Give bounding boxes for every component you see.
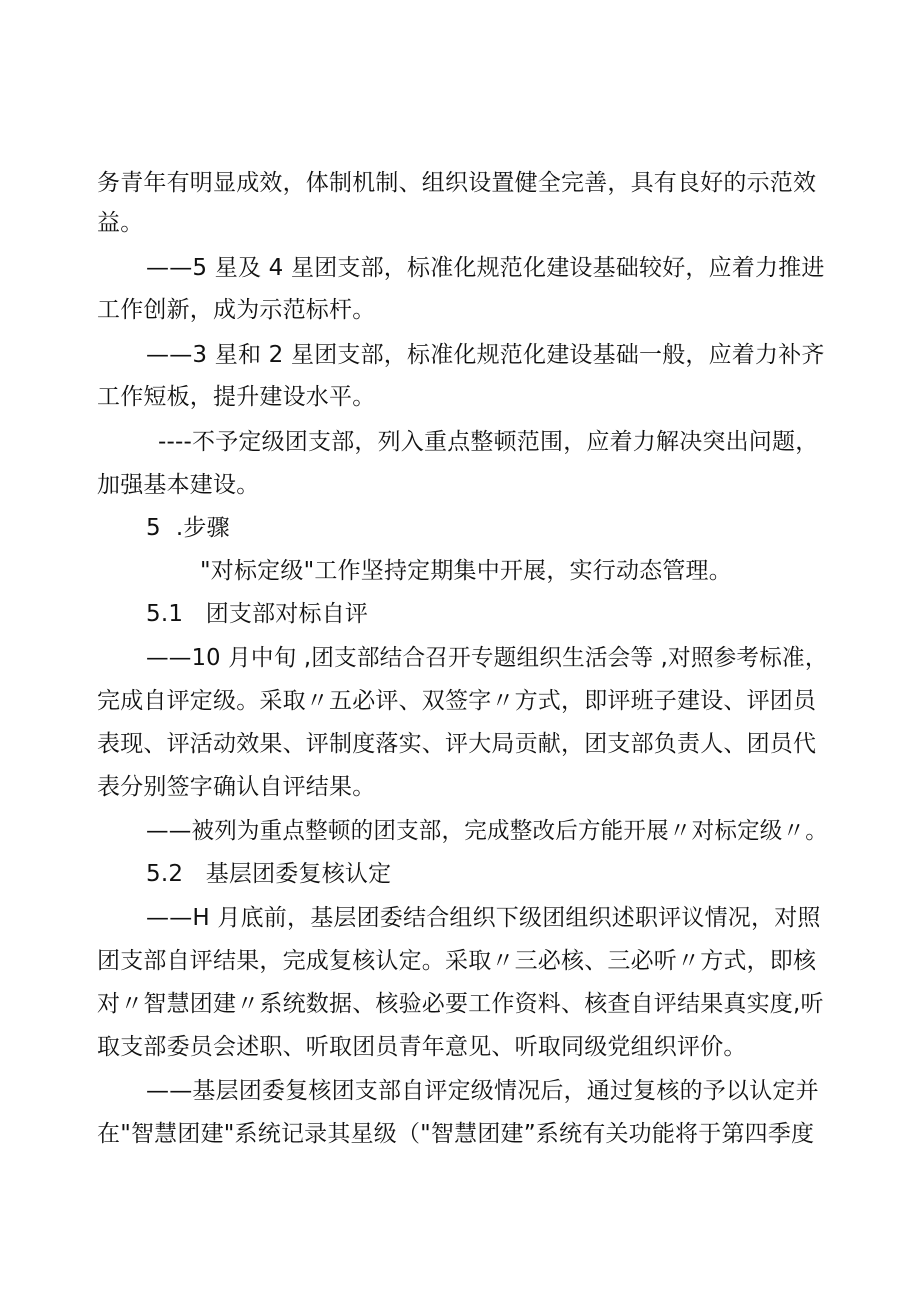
text-line-21: 取支部委员会述职、听取团员青年意见、听取同级党组织评价。 bbox=[97, 1034, 747, 1060]
text-line-4: 工作创新，成为示范标杆。 bbox=[97, 297, 376, 323]
text-line-2: 益。 bbox=[97, 210, 144, 236]
text-line-1: 务青年有明显成效，体制机制、组织设置健全完善，具有良好的示范效 bbox=[97, 170, 817, 196]
text-line-3: ——5 星及 4 星团支部，标准化规范化建设基础较好，应着力推进 bbox=[146, 255, 825, 281]
text-line-16: ——被列为重点整顿的团支部，完成整改后方能开展〃对标定级〃。 bbox=[146, 818, 829, 844]
text-line-18: ——H 月底前，基层团委结合组织下级团组织述职评议情况，对照 bbox=[146, 905, 821, 931]
text-line-19: 团支部自评结果，完成复核认定。采取〃三必核、三必听〃方式，即核 bbox=[97, 948, 817, 974]
text-line-7: ----不予定级团支部，列入重点整顿范围，应着力解决突出问题， bbox=[158, 429, 819, 455]
text-line-8: 加强基本建设。 bbox=[97, 472, 260, 498]
text-line-6: 工作短板，提升建设水平。 bbox=[97, 384, 376, 410]
section-heading-5-1: 5.1 团支部对标自评 bbox=[146, 601, 369, 627]
section-heading-5: 5 .步骤 bbox=[146, 515, 230, 541]
text-line-23: 在"智慧团建"系统记录其星级（"智慧团建”系统有关功能将于第四季度 bbox=[97, 1121, 815, 1147]
text-line-12: ——10 月中旬 ,团支部结合召开专题组织生活会等 ,对照参考标准， bbox=[146, 645, 828, 671]
text-line-15: 表分别签字确认自评结果。 bbox=[97, 774, 376, 800]
text-line-22: ——基层团委复核团支部自评定级情况后，通过复核的予以认定并 bbox=[146, 1078, 819, 1104]
text-line-14: 表现、评活动效果、评制度落实、评大局贡献，团支部负责人、团员代 bbox=[97, 731, 817, 757]
text-line-20: 对〃智慧团建〃系统数据、核验必要工作资料、核查自评结果真实度,听 bbox=[97, 991, 824, 1017]
section-heading-5-2: 5.2 基层团委复核认定 bbox=[146, 861, 392, 887]
text-line-13: 完成自评定级。采取〃五必评、双签字〃方式，即评班子建设、评团员 bbox=[97, 688, 817, 714]
text-line-10: "对标定级"工作坚持定期集中开展，实行动态管理。 bbox=[200, 558, 732, 584]
text-line-5: ——3 星和 2 星团支部，标准化规范化建设基础一般，应着力补齐 bbox=[146, 342, 825, 368]
